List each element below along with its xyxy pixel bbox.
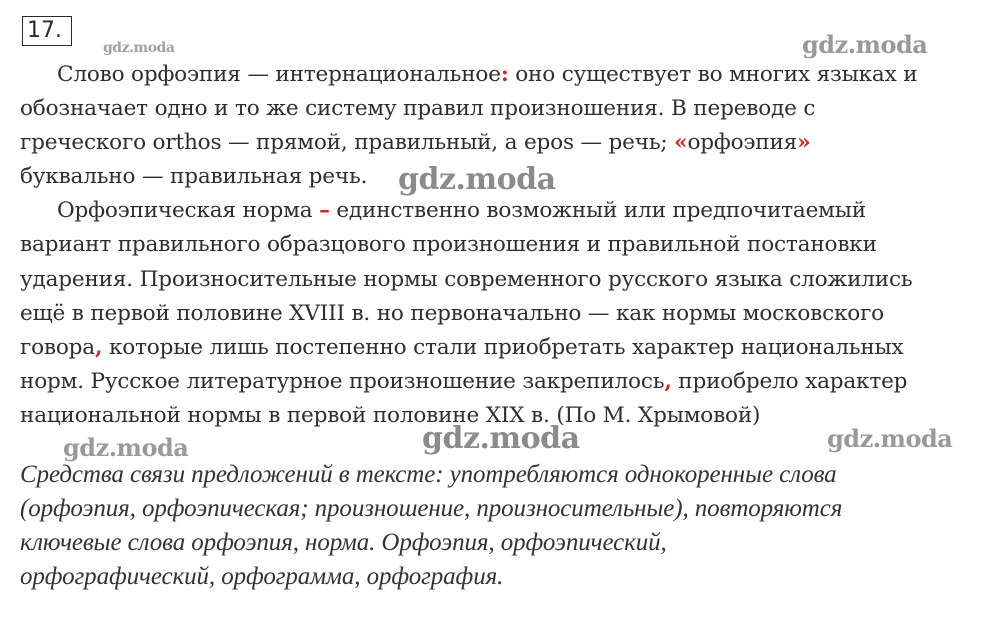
watermark: gdz.moda bbox=[827, 424, 953, 453]
paragraph-1-part-1: Слово орфоэпия — интернациональное bbox=[57, 62, 501, 87]
paragraph-2-part-1: Орфоэпическая норма bbox=[57, 198, 320, 224]
task-number-box: 17. bbox=[22, 16, 72, 46]
exercise-text bbox=[20, 58, 982, 433]
watermark: gdz.moda bbox=[398, 162, 556, 197]
paragraph-2-part-3: которые лишь постепенно стали приобретать характер национальных норм. Русское литературное произношение закрепилось bbox=[20, 334, 904, 394]
inserted-colon: : bbox=[500, 62, 509, 87]
paragraph-2-part-4: приобрело характер национальной нормы в первой половине XIX в. (По М. Хрымовой) bbox=[20, 368, 908, 428]
paragraph-1-part-2: оно существует во многих языках и обозначает одно и то же систему правил произношения. В переводе с греческого orthos — прямой, правильный, а epos — речь; bbox=[20, 62, 918, 156]
inserted-quote-close: » bbox=[797, 130, 811, 156]
inserted-quote-open: « bbox=[674, 130, 688, 156]
analysis-text: Средства связи предложений в тексте: употребляются однокоренные слова (орфоэпия, орфоэпическая; произношение, произносительные), повторяются ключевые слова орфоэпия, норма. Орфоэпия, орфоэпический, орфографический, орфограмма, орфография. bbox=[20, 461, 843, 590]
inserted-comma-2: , bbox=[664, 368, 672, 394]
watermark: gdz.moda bbox=[802, 30, 928, 59]
paragraph-1-part-4: буквально — правильная речь. bbox=[20, 164, 368, 190]
paragraph-1-part-3: орфоэпия bbox=[687, 130, 798, 156]
watermark: gdz.moda bbox=[422, 421, 580, 456]
paragraph-2 bbox=[20, 194, 982, 433]
inserted-dash: – bbox=[319, 198, 330, 224]
paragraph-2-part-2: единственно возможный или предпочитаемый вариант правильного образцового произношения и правильной постановки ударения. Произносительные нормы современного русского языка сложились ещё в первой половине XVIII в. но первоначально — как нормы московского говора bbox=[20, 198, 913, 360]
inserted-comma-1: , bbox=[94, 334, 103, 360]
watermark: gdz.moda bbox=[103, 40, 175, 56]
watermark: gdz.moda bbox=[63, 433, 189, 462]
